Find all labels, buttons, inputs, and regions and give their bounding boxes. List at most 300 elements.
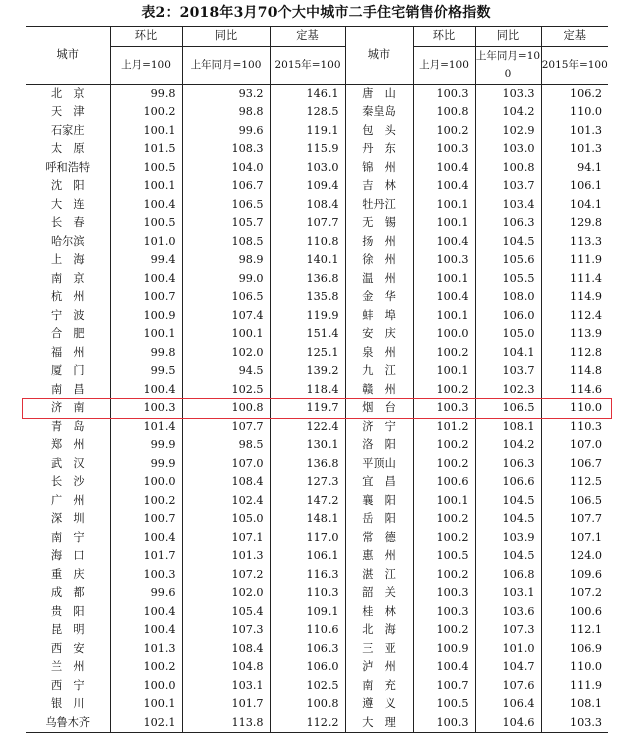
base-value-left: 151.4 bbox=[270, 325, 345, 344]
table-row bbox=[26, 325, 608, 344]
yoy-value-left: 101.7 bbox=[182, 695, 270, 714]
mom-value-left: 100.4 bbox=[110, 603, 182, 622]
yoy-value-right: 103.4 bbox=[475, 196, 541, 215]
table-row bbox=[26, 547, 608, 566]
base-value-right: 106.1 bbox=[541, 177, 608, 196]
city-name-left: 长 春 bbox=[50, 216, 85, 229]
mom-value-left: 99.8 bbox=[110, 344, 182, 363]
base-value-left: 148.1 bbox=[270, 510, 345, 529]
mom-value-right: 100.2 bbox=[413, 381, 475, 400]
base-value-left: 106.3 bbox=[270, 640, 345, 659]
base-value-right: 113.9 bbox=[541, 325, 608, 344]
yoy-value-left: 98.5 bbox=[182, 436, 270, 455]
mom-value-right: 100.4 bbox=[413, 288, 475, 307]
yoy-value-right: 103.3 bbox=[475, 84, 541, 103]
city-name-right: 九 江 bbox=[345, 362, 413, 381]
base-value-left: 127.3 bbox=[270, 473, 345, 492]
base-value-left: 118.4 bbox=[270, 381, 345, 400]
table-row bbox=[26, 640, 608, 659]
yoy-value-right: 106.3 bbox=[475, 455, 541, 474]
mom-value-left: 99.4 bbox=[110, 251, 182, 270]
city-name-left: 贵 阳 bbox=[50, 604, 85, 618]
base-value-left: 135.8 bbox=[270, 288, 345, 307]
table-row bbox=[26, 159, 608, 178]
yoy-value-left: 106.5 bbox=[182, 196, 270, 215]
mom-value-left: 100.9 bbox=[110, 307, 182, 326]
city-name-right: 湛 江 bbox=[345, 566, 413, 585]
mom-value-right: 100.7 bbox=[413, 677, 475, 696]
base-value-left: 139.2 bbox=[270, 362, 345, 381]
table-row bbox=[26, 695, 608, 714]
city-name-right: 桂 林 bbox=[345, 603, 413, 622]
yoy-value-right: 105.5 bbox=[475, 270, 541, 289]
yoy-value-right: 107.3 bbox=[475, 621, 541, 640]
base-value-right: 106.7 bbox=[541, 455, 608, 474]
base-value-right: 110.0 bbox=[541, 399, 608, 418]
city-name-right: 洛 阳 bbox=[345, 436, 413, 455]
mom-value-left: 100.5 bbox=[110, 159, 182, 178]
base-value-right: 129.8 bbox=[541, 214, 608, 233]
city-name-left: 深 圳 bbox=[50, 512, 85, 525]
yoy-value-left: 106.5 bbox=[182, 288, 270, 307]
base-value-left: 107.7 bbox=[270, 214, 345, 233]
mom-value-left: 100.0 bbox=[110, 677, 182, 696]
yoy-value-left: 105.0 bbox=[182, 510, 270, 529]
base-value-left: 110.6 bbox=[270, 621, 345, 640]
subheader-hb-right: 上月=100 bbox=[413, 46, 475, 84]
yoy-value-right: 104.5 bbox=[475, 547, 541, 566]
table-row bbox=[26, 714, 608, 733]
table-row bbox=[26, 492, 608, 511]
base-value-right: 103.3 bbox=[541, 714, 608, 733]
mom-value-left: 100.2 bbox=[110, 103, 182, 122]
mom-value-left: 100.1 bbox=[110, 122, 182, 141]
mom-value-right: 101.2 bbox=[413, 418, 475, 437]
yoy-value-left: 107.4 bbox=[182, 307, 270, 326]
city-name-left: 西 宁 bbox=[50, 678, 85, 692]
base-value-left: 103.0 bbox=[270, 159, 345, 178]
yoy-value-right: 106.0 bbox=[475, 307, 541, 326]
city-name-left: 青 岛 bbox=[50, 419, 85, 433]
yoy-value-left: 102.0 bbox=[182, 344, 270, 363]
base-value-left: 109.1 bbox=[270, 603, 345, 622]
yoy-value-left: 108.4 bbox=[182, 473, 270, 492]
header-dj-left: 定基 bbox=[270, 27, 345, 47]
table-row bbox=[26, 510, 608, 529]
header-dj-right: 定基 bbox=[541, 27, 608, 47]
base-value-left: 102.5 bbox=[270, 677, 345, 696]
yoy-value-right: 104.6 bbox=[475, 714, 541, 733]
base-value-left: 106.0 bbox=[270, 658, 345, 677]
city-name-right: 济 宁 bbox=[345, 418, 413, 437]
base-value-left: 128.5 bbox=[270, 103, 345, 122]
base-value-right: 106.2 bbox=[541, 84, 608, 103]
mom-value-left: 100.1 bbox=[110, 325, 182, 344]
city-name-right: 岳 阳 bbox=[345, 510, 413, 529]
table-row bbox=[26, 418, 608, 437]
yoy-value-left: 94.5 bbox=[182, 362, 270, 381]
base-value-right: 107.0 bbox=[541, 436, 608, 455]
city-name-left: 西 安 bbox=[50, 641, 85, 655]
base-value-right: 114.9 bbox=[541, 288, 608, 307]
base-value-right: 107.2 bbox=[541, 584, 608, 603]
base-value-left: 119.9 bbox=[270, 307, 345, 326]
yoy-value-right: 103.0 bbox=[475, 140, 541, 159]
yoy-value-left: 107.1 bbox=[182, 529, 270, 548]
base-value-right: 101.3 bbox=[541, 140, 608, 159]
yoy-value-right: 104.2 bbox=[475, 436, 541, 455]
base-value-right: 110.0 bbox=[541, 658, 608, 677]
mom-value-left: 100.2 bbox=[110, 492, 182, 511]
base-value-left: 122.4 bbox=[270, 418, 345, 437]
base-value-right: 112.8 bbox=[541, 344, 608, 363]
yoy-value-right: 104.2 bbox=[475, 103, 541, 122]
base-value-right: 112.1 bbox=[541, 621, 608, 640]
table-row bbox=[26, 122, 608, 141]
header-tb-right: 同比 bbox=[475, 27, 541, 47]
price-index-table bbox=[26, 26, 608, 733]
table-row bbox=[26, 196, 608, 215]
mom-value-right: 100.3 bbox=[413, 399, 475, 418]
mom-value-right: 100.2 bbox=[413, 455, 475, 474]
mom-value-left: 100.1 bbox=[110, 177, 182, 196]
yoy-value-left: 98.8 bbox=[182, 103, 270, 122]
base-value-right: 111.9 bbox=[541, 251, 608, 270]
mom-value-right: 100.2 bbox=[413, 566, 475, 585]
yoy-value-left: 100.8 bbox=[182, 399, 270, 418]
header-hb-left: 环比 bbox=[110, 27, 182, 47]
header-city-right: 城市 bbox=[345, 27, 413, 85]
table-title: 表2：2018年3月70个大中城市二手住宅销售价格指数 bbox=[141, 5, 491, 21]
mom-value-left: 100.4 bbox=[110, 529, 182, 548]
yoy-value-left: 106.7 bbox=[182, 177, 270, 196]
city-name-right: 秦皇岛 bbox=[345, 103, 413, 122]
table-row bbox=[26, 344, 608, 363]
base-value-left: 106.1 bbox=[270, 547, 345, 566]
city-name-left: 武 汉 bbox=[50, 456, 85, 470]
city-name-right: 泸 州 bbox=[345, 658, 413, 677]
table-row bbox=[26, 473, 608, 492]
base-value-right: 104.1 bbox=[541, 196, 608, 215]
mom-value-left: 101.7 bbox=[110, 547, 182, 566]
yoy-value-left: 101.3 bbox=[182, 547, 270, 566]
yoy-value-left: 105.7 bbox=[182, 214, 270, 233]
city-name-left: 南 昌 bbox=[50, 382, 85, 396]
city-name-left: 银 川 bbox=[50, 697, 85, 710]
city-name-right: 三 亚 bbox=[345, 640, 413, 659]
mom-value-right: 100.2 bbox=[413, 344, 475, 363]
mom-value-right: 100.2 bbox=[413, 621, 475, 640]
city-name-right: 烟 台 bbox=[345, 399, 413, 418]
yoy-value-left: 108.4 bbox=[182, 640, 270, 659]
mom-value-left: 100.1 bbox=[110, 695, 182, 714]
city-name-left: 呼和浩特 bbox=[45, 160, 91, 174]
base-value-right: 124.0 bbox=[541, 547, 608, 566]
yoy-value-right: 103.9 bbox=[475, 529, 541, 548]
city-name-left: 合 肥 bbox=[50, 327, 85, 340]
base-value-right: 110.0 bbox=[541, 103, 608, 122]
subheader-tb-left: 上年同月=100 bbox=[182, 46, 270, 84]
city-name-right: 韶 关 bbox=[345, 584, 413, 603]
mom-value-left: 100.4 bbox=[110, 196, 182, 215]
city-name-right: 北 海 bbox=[345, 621, 413, 640]
yoy-value-right: 104.1 bbox=[475, 344, 541, 363]
city-name-left: 兰 州 bbox=[50, 660, 85, 673]
mom-value-left: 99.9 bbox=[110, 455, 182, 474]
mom-value-right: 100.3 bbox=[413, 251, 475, 270]
city-name-left: 天 津 bbox=[50, 105, 85, 118]
subheader-hb-left: 上月=100 bbox=[110, 46, 182, 84]
mom-value-left: 100.3 bbox=[110, 399, 182, 418]
header-hb-right: 环比 bbox=[413, 27, 475, 47]
mom-value-right: 100.1 bbox=[413, 492, 475, 511]
yoy-value-left: 113.8 bbox=[182, 714, 270, 733]
base-value-right: 111.4 bbox=[541, 270, 608, 289]
base-value-left: 125.1 bbox=[270, 344, 345, 363]
base-value-left: 112.2 bbox=[270, 714, 345, 733]
base-value-left: 115.9 bbox=[270, 140, 345, 159]
mom-value-left: 100.4 bbox=[110, 270, 182, 289]
base-value-right: 114.8 bbox=[541, 362, 608, 381]
city-name-right: 丹 东 bbox=[345, 140, 413, 159]
mom-value-left: 101.3 bbox=[110, 640, 182, 659]
table-row bbox=[26, 140, 608, 159]
base-value-right: 110.3 bbox=[541, 418, 608, 437]
base-value-left: 147.2 bbox=[270, 492, 345, 511]
mom-value-right: 100.1 bbox=[413, 214, 475, 233]
table-row bbox=[26, 288, 608, 307]
base-value-right: 101.3 bbox=[541, 122, 608, 141]
yoy-value-left: 108.5 bbox=[182, 233, 270, 252]
subheader-tb-right: 上年同月=10 0 bbox=[475, 46, 541, 84]
mom-value-left: 99.5 bbox=[110, 362, 182, 381]
city-name-left: 长 沙 bbox=[50, 475, 85, 488]
table-row bbox=[26, 399, 608, 418]
mom-value-left: 100.7 bbox=[110, 510, 182, 529]
table-row bbox=[26, 307, 608, 326]
base-value-left: 100.8 bbox=[270, 695, 345, 714]
yoy-value-right: 104.5 bbox=[475, 233, 541, 252]
base-value-left: 136.8 bbox=[270, 455, 345, 474]
city-name-right: 赣 州 bbox=[345, 381, 413, 400]
mom-value-right: 100.3 bbox=[413, 603, 475, 622]
table-row bbox=[26, 455, 608, 474]
yoy-value-left: 102.5 bbox=[182, 381, 270, 400]
yoy-value-right: 105.6 bbox=[475, 251, 541, 270]
mom-value-right: 100.1 bbox=[413, 196, 475, 215]
mom-value-right: 100.4 bbox=[413, 177, 475, 196]
base-value-right: 106.9 bbox=[541, 640, 608, 659]
yoy-value-right: 104.5 bbox=[475, 510, 541, 529]
city-name-left: 乌鲁木齐 bbox=[26, 714, 110, 733]
yoy-value-right: 108.1 bbox=[475, 418, 541, 437]
table-row bbox=[26, 584, 608, 603]
mom-value-right: 100.1 bbox=[413, 270, 475, 289]
city-name-left: 上 海 bbox=[50, 253, 85, 266]
city-name-left: 厦 门 bbox=[50, 364, 85, 377]
mom-value-right: 100.3 bbox=[413, 584, 475, 603]
base-value-right: 113.3 bbox=[541, 233, 608, 252]
table-row bbox=[26, 103, 608, 122]
mom-value-left: 99.9 bbox=[110, 436, 182, 455]
city-name-right: 泉 州 bbox=[345, 344, 413, 363]
base-value-right: 114.6 bbox=[541, 381, 608, 400]
city-name-left: 广 州 bbox=[50, 493, 85, 507]
table-row bbox=[26, 436, 608, 455]
mom-value-right: 100.2 bbox=[413, 529, 475, 548]
city-name-left: 南 京 bbox=[50, 271, 85, 285]
mom-value-right: 100.5 bbox=[413, 695, 475, 714]
base-value-right: 100.6 bbox=[541, 603, 608, 622]
yoy-value-left: 107.7 bbox=[182, 418, 270, 437]
city-name-left: 杭 州 bbox=[50, 290, 85, 303]
yoy-value-left: 107.3 bbox=[182, 621, 270, 640]
base-value-right: 108.1 bbox=[541, 695, 608, 714]
table-row bbox=[26, 381, 608, 400]
mom-value-left: 100.3 bbox=[110, 566, 182, 585]
base-value-left: 130.1 bbox=[270, 436, 345, 455]
base-value-left: 110.8 bbox=[270, 233, 345, 252]
city-name-left: 南 宁 bbox=[50, 530, 85, 544]
yoy-value-left: 104.8 bbox=[182, 658, 270, 677]
yoy-value-right: 100.8 bbox=[475, 159, 541, 178]
mom-value-left: 100.2 bbox=[110, 658, 182, 677]
table-body bbox=[26, 84, 608, 733]
mom-value-left: 100.5 bbox=[110, 214, 182, 233]
yoy-value-left: 102.4 bbox=[182, 492, 270, 511]
base-value-left: 109.4 bbox=[270, 177, 345, 196]
city-name-left: 成 都 bbox=[50, 586, 85, 599]
city-name-right: 包 头 bbox=[345, 122, 413, 141]
mom-value-right: 100.4 bbox=[413, 159, 475, 178]
yoy-value-left: 102.0 bbox=[182, 584, 270, 603]
yoy-value-right: 103.1 bbox=[475, 584, 541, 603]
yoy-value-right: 105.0 bbox=[475, 325, 541, 344]
city-name-left: 昆 明 bbox=[50, 623, 85, 636]
city-name-left: 北 京 bbox=[50, 86, 85, 100]
base-value-right: 106.5 bbox=[541, 492, 608, 511]
table-row bbox=[26, 270, 608, 289]
city-name-left: 太 原 bbox=[50, 142, 85, 155]
mom-value-right: 100.2 bbox=[413, 510, 475, 529]
yoy-value-right: 104.7 bbox=[475, 658, 541, 677]
base-value-right: 112.4 bbox=[541, 307, 608, 326]
city-name-left: 福 州 bbox=[50, 345, 85, 359]
mom-value-right: 100.4 bbox=[413, 233, 475, 252]
table-row bbox=[26, 251, 608, 270]
table-row bbox=[26, 177, 608, 196]
mom-value-right: 100.3 bbox=[413, 84, 475, 103]
table-row bbox=[26, 529, 608, 548]
base-value-right: 107.7 bbox=[541, 510, 608, 529]
mom-value-left: 101.5 bbox=[110, 140, 182, 159]
city-name-right: 金 华 bbox=[345, 288, 413, 307]
yoy-value-left: 99.0 bbox=[182, 270, 270, 289]
mom-value-left: 101.0 bbox=[110, 233, 182, 252]
city-name-left: 重 庆 bbox=[50, 567, 85, 581]
table-row bbox=[26, 214, 608, 233]
mom-value-left: 102.1 bbox=[110, 714, 182, 733]
mom-value-right: 100.2 bbox=[413, 122, 475, 141]
mom-value-right: 100.5 bbox=[413, 547, 475, 566]
base-value-left: 116.3 bbox=[270, 566, 345, 585]
city-name-right: 锦 州 bbox=[345, 159, 413, 178]
city-name-right: 大 理 bbox=[345, 714, 413, 733]
base-value-right: 111.9 bbox=[541, 677, 608, 696]
mom-value-left: 100.4 bbox=[110, 381, 182, 400]
yoy-value-left: 108.3 bbox=[182, 140, 270, 159]
base-value-right: 112.5 bbox=[541, 473, 608, 492]
city-name-right: 徐 州 bbox=[345, 251, 413, 270]
city-name-right: 温 州 bbox=[345, 270, 413, 289]
city-name-left: 郑 州 bbox=[50, 438, 85, 451]
mom-value-right: 100.2 bbox=[413, 436, 475, 455]
mom-value-right: 100.0 bbox=[413, 325, 475, 344]
city-name-left: 哈尔滨 bbox=[50, 234, 85, 248]
yoy-value-left: 107.0 bbox=[182, 455, 270, 474]
table-row bbox=[26, 621, 608, 640]
table-row bbox=[26, 362, 608, 381]
city-name-right: 遵 义 bbox=[345, 695, 413, 714]
city-name-right: 安 庆 bbox=[345, 325, 413, 344]
base-value-left: 110.3 bbox=[270, 584, 345, 603]
yoy-value-right: 102.3 bbox=[475, 381, 541, 400]
city-name-right: 惠 州 bbox=[345, 547, 413, 566]
table-row bbox=[26, 677, 608, 696]
header-city-left: 城市 bbox=[26, 27, 110, 85]
city-name-left: 沈 阳 bbox=[50, 179, 85, 192]
city-name-right: 宜 昌 bbox=[345, 473, 413, 492]
yoy-value-left: 105.4 bbox=[182, 603, 270, 622]
base-value-left: 140.1 bbox=[270, 251, 345, 270]
base-value-left: 136.8 bbox=[270, 270, 345, 289]
yoy-value-right: 103.7 bbox=[475, 362, 541, 381]
city-name-right: 牡丹江 bbox=[345, 196, 413, 215]
yoy-value-right: 107.6 bbox=[475, 677, 541, 696]
yoy-value-right: 102.9 bbox=[475, 122, 541, 141]
city-name-right: 扬 州 bbox=[345, 233, 413, 252]
yoy-value-left: 98.9 bbox=[182, 251, 270, 270]
yoy-value-right: 106.4 bbox=[475, 695, 541, 714]
yoy-value-left: 103.1 bbox=[182, 677, 270, 696]
mom-value-right: 100.9 bbox=[413, 640, 475, 659]
table-row bbox=[26, 233, 608, 252]
yoy-value-left: 104.0 bbox=[182, 159, 270, 178]
city-name-left: 济 南 bbox=[50, 401, 85, 414]
city-name-right: 无 锡 bbox=[345, 214, 413, 233]
mom-value-right: 100.4 bbox=[413, 658, 475, 677]
city-name-left: 海 口 bbox=[50, 549, 85, 562]
city-name-right: 平顶山 bbox=[345, 455, 413, 474]
base-value-right: 109.6 bbox=[541, 566, 608, 585]
mom-value-right: 100.8 bbox=[413, 103, 475, 122]
mom-value-left: 100.7 bbox=[110, 288, 182, 307]
mom-value-left: 100.0 bbox=[110, 473, 182, 492]
yoy-value-right: 108.0 bbox=[475, 288, 541, 307]
yoy-value-right: 106.5 bbox=[475, 399, 541, 418]
base-value-left: 119.1 bbox=[270, 122, 345, 141]
yoy-value-right: 104.5 bbox=[475, 492, 541, 511]
city-name-right: 襄 阳 bbox=[345, 492, 413, 511]
yoy-value-right: 106.6 bbox=[475, 473, 541, 492]
yoy-value-left: 100.1 bbox=[182, 325, 270, 344]
subheader-dj-right: 2015年=100 bbox=[541, 46, 608, 84]
base-value-left: 108.4 bbox=[270, 196, 345, 215]
yoy-value-right: 106.3 bbox=[475, 214, 541, 233]
mom-value-right: 100.1 bbox=[413, 362, 475, 381]
mom-value-left: 99.8 bbox=[110, 84, 182, 103]
yoy-value-left: 93.2 bbox=[182, 84, 270, 103]
